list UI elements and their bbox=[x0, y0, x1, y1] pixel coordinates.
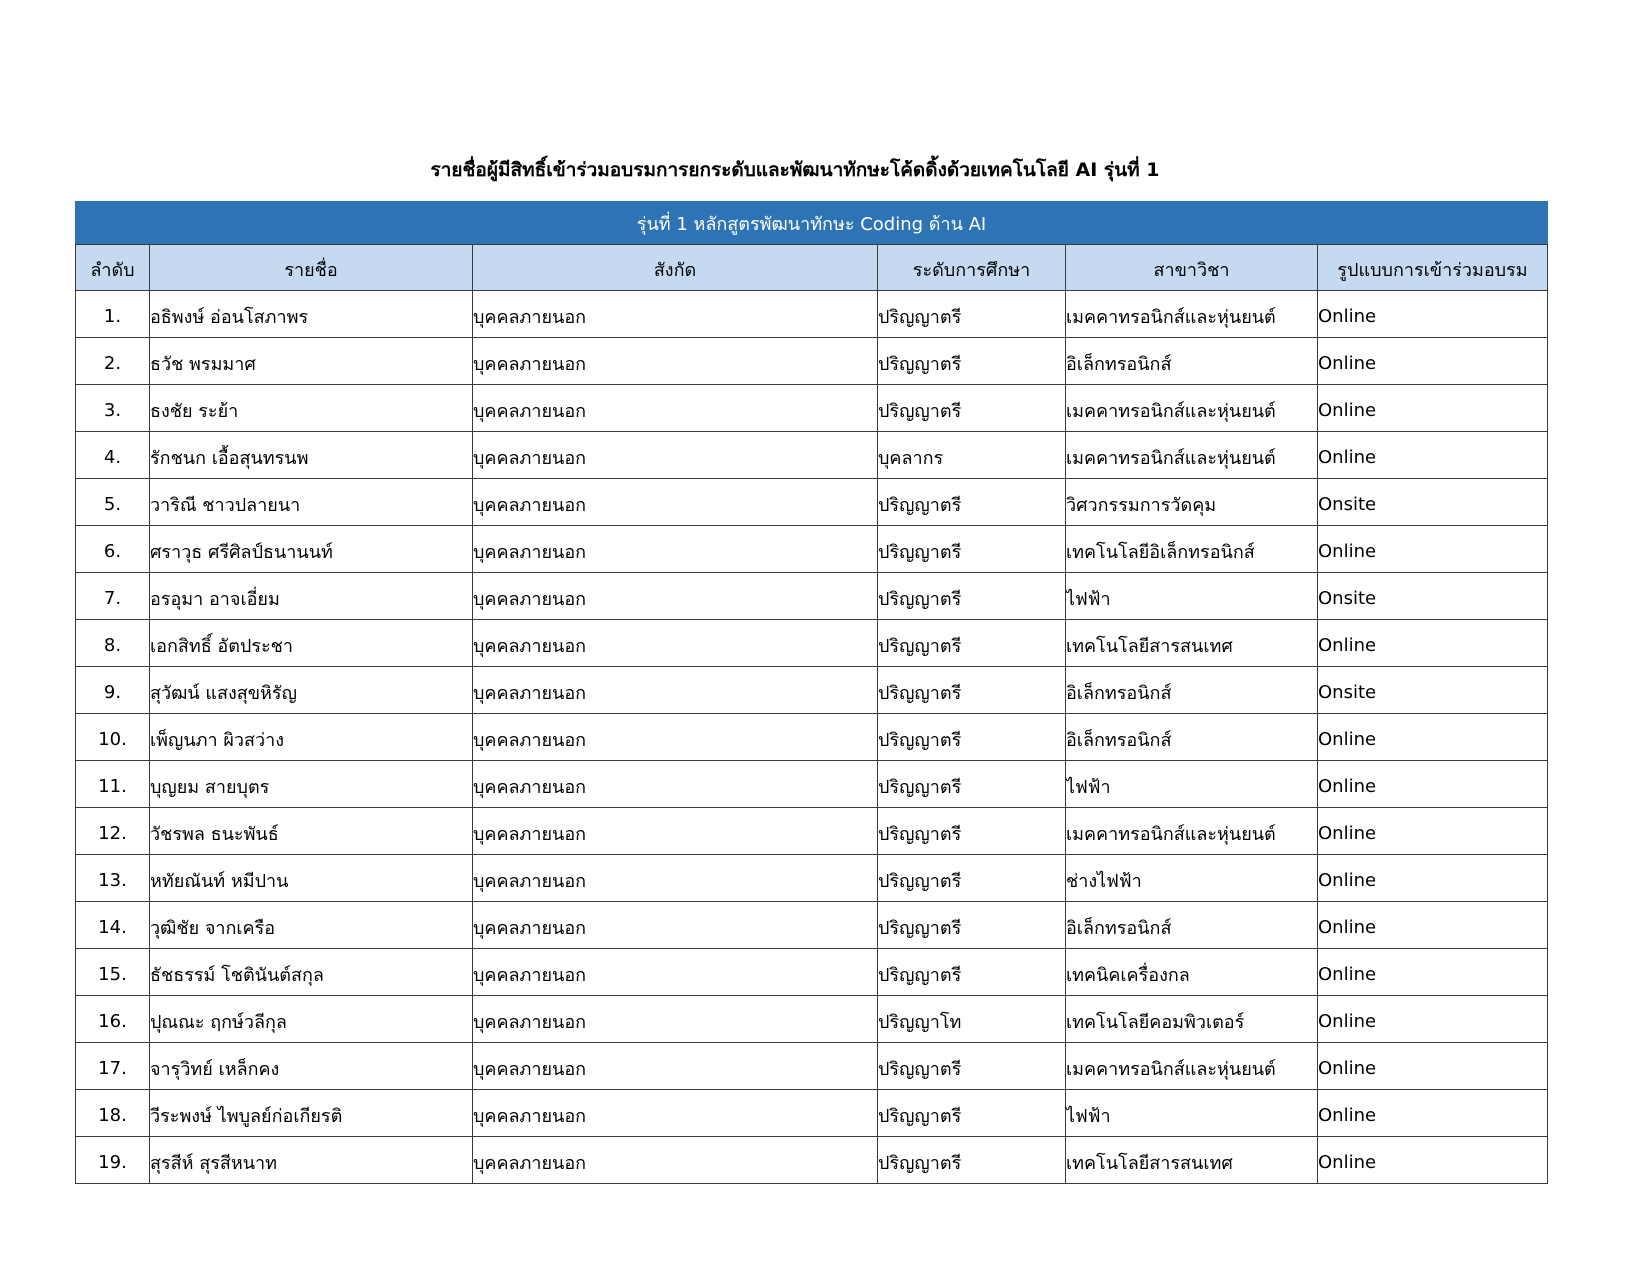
cell-mode: Online bbox=[1318, 432, 1548, 479]
table-banner-row bbox=[76, 202, 1548, 245]
cell-level: ปริญญาตรี bbox=[878, 338, 1066, 385]
cell-major: อิเล็กทรอนิกส์ bbox=[1066, 667, 1318, 714]
cell-name: วุฒิชัย จากเครือ bbox=[150, 902, 473, 949]
cell-level: ปริญญาตรี bbox=[878, 761, 1066, 808]
cell-level: ปริญญาตรี bbox=[878, 1090, 1066, 1137]
cell-affiliation: บุคคลภายนอก bbox=[473, 714, 878, 761]
cell-major: อิเล็กทรอนิกส์ bbox=[1066, 338, 1318, 385]
column-header-row bbox=[76, 245, 1548, 291]
cell-no: 3. bbox=[76, 385, 150, 432]
cell-name: ธวัช พรมมาศ bbox=[150, 338, 473, 385]
cell-level: ปริญญาตรี bbox=[878, 1137, 1066, 1184]
table-row bbox=[76, 761, 1548, 808]
cell-affiliation: บุคคลภายนอก bbox=[473, 808, 878, 855]
cell-affiliation: บุคคลภายนอก bbox=[473, 761, 878, 808]
cell-name: บุญยม สายบุตร bbox=[150, 761, 473, 808]
column-header-affiliation: สังกัด bbox=[473, 245, 878, 291]
cell-mode: Online bbox=[1318, 385, 1548, 432]
cell-mode: Online bbox=[1318, 714, 1548, 761]
cell-mode: Onsite bbox=[1318, 573, 1548, 620]
cell-major: เทคนิคเครื่องกล bbox=[1066, 949, 1318, 996]
cell-major: เมคคาทรอนิกส์และหุ่นยนต์ bbox=[1066, 1043, 1318, 1090]
table-row bbox=[76, 479, 1548, 526]
cell-level: ปริญญาตรี bbox=[878, 573, 1066, 620]
table-row bbox=[76, 949, 1548, 996]
cell-name: อรอุมา อาจเอี่ยม bbox=[150, 573, 473, 620]
cell-affiliation: บุคคลภายนอก bbox=[473, 1043, 878, 1090]
cell-affiliation: บุคคลภายนอก bbox=[473, 432, 878, 479]
cell-major: อิเล็กทรอนิกส์ bbox=[1066, 714, 1318, 761]
cell-mode: Online bbox=[1318, 949, 1548, 996]
cell-level: ปริญญาตรี bbox=[878, 714, 1066, 761]
cell-mode: Onsite bbox=[1318, 667, 1548, 714]
cell-mode: Online bbox=[1318, 338, 1548, 385]
cell-name: วีระพงษ์ ไพบูลย์ก่อเกียรติ bbox=[150, 1090, 473, 1137]
table-row bbox=[76, 1090, 1548, 1137]
cell-affiliation: บุคคลภายนอก bbox=[473, 385, 878, 432]
cell-mode: Online bbox=[1318, 1043, 1548, 1090]
cell-level: ปริญญาตรี bbox=[878, 1043, 1066, 1090]
cell-mode: Online bbox=[1318, 808, 1548, 855]
cell-name: เอกสิทธิ์ อัตประชา bbox=[150, 620, 473, 667]
column-header-no: ลำดับ bbox=[76, 245, 150, 291]
cell-level: ปริญญาตรี bbox=[878, 291, 1066, 338]
cell-affiliation: บุคคลภายนอก bbox=[473, 573, 878, 620]
cell-major: เมคคาทรอนิกส์และหุ่นยนต์ bbox=[1066, 385, 1318, 432]
table-row bbox=[76, 385, 1548, 432]
cell-level: ปริญญาตรี bbox=[878, 808, 1066, 855]
column-header-level: ระดับการศึกษา bbox=[878, 245, 1066, 291]
cell-level: ปริญญาตรี bbox=[878, 902, 1066, 949]
cell-name: ศราวุธ ศรีศิลป์ธนานนท์ bbox=[150, 526, 473, 573]
cell-mode: Online bbox=[1318, 902, 1548, 949]
cell-mode: Online bbox=[1318, 526, 1548, 573]
cell-name: ธงชัย ระย้า bbox=[150, 385, 473, 432]
cell-no: 8. bbox=[76, 620, 150, 667]
table-row bbox=[76, 1043, 1548, 1090]
table-row bbox=[76, 996, 1548, 1043]
table-row bbox=[76, 714, 1548, 761]
cell-level: บุคลากร bbox=[878, 432, 1066, 479]
table-row bbox=[76, 1137, 1548, 1184]
cell-major: เทคโนโลยีอิเล็กทรอนิกส์ bbox=[1066, 526, 1318, 573]
cell-no: 12. bbox=[76, 808, 150, 855]
cell-major: เทคโนโลยีสารสนเทศ bbox=[1066, 1137, 1318, 1184]
cell-level: ปริญญาตรี bbox=[878, 479, 1066, 526]
cell-major: วิศวกรรมการวัดคุม bbox=[1066, 479, 1318, 526]
table-banner: รุ่นที่ 1 หลักสูตรพัฒนาทักษะ Coding ด้าน AI bbox=[76, 202, 1548, 245]
cell-name: หทัยณันท์ หมีปาน bbox=[150, 855, 473, 902]
cell-name: ธัชธรรม์ โชตินันต์สกุล bbox=[150, 949, 473, 996]
participant-table bbox=[75, 201, 1548, 1184]
cell-affiliation: บุคคลภายนอก bbox=[473, 667, 878, 714]
cell-name: วาริณี ชาวปลายนา bbox=[150, 479, 473, 526]
cell-mode: Online bbox=[1318, 761, 1548, 808]
cell-no: 2. bbox=[76, 338, 150, 385]
cell-no: 6. bbox=[76, 526, 150, 573]
cell-name: สุรสีห์ สุรสีหนาท bbox=[150, 1137, 473, 1184]
cell-level: ปริญญาตรี bbox=[878, 620, 1066, 667]
cell-name: รักชนก เอื้อสุนทรนพ bbox=[150, 432, 473, 479]
cell-level: ปริญญาโท bbox=[878, 996, 1066, 1043]
cell-no: 1. bbox=[76, 291, 150, 338]
table-row bbox=[76, 808, 1548, 855]
cell-no: 13. bbox=[76, 855, 150, 902]
cell-affiliation: บุคคลภายนอก bbox=[473, 479, 878, 526]
cell-major: ไฟฟ้า bbox=[1066, 573, 1318, 620]
cell-mode: Onsite bbox=[1318, 479, 1548, 526]
cell-major: เทคโนโลยีคอมพิวเตอร์ bbox=[1066, 996, 1318, 1043]
cell-no: 16. bbox=[76, 996, 150, 1043]
table-body bbox=[76, 291, 1548, 1184]
cell-level: ปริญญาตรี bbox=[878, 385, 1066, 432]
cell-no: 9. bbox=[76, 667, 150, 714]
table-row bbox=[76, 338, 1548, 385]
cell-no: 4. bbox=[76, 432, 150, 479]
cell-affiliation: บุคคลภายนอก bbox=[473, 620, 878, 667]
cell-major: เทคโนโลยีสารสนเทศ bbox=[1066, 620, 1318, 667]
cell-name: วัชรพล ธนะพันธ์ bbox=[150, 808, 473, 855]
cell-mode: Online bbox=[1318, 620, 1548, 667]
cell-no: 17. bbox=[76, 1043, 150, 1090]
cell-mode: Online bbox=[1318, 1137, 1548, 1184]
cell-name: ปุณณะ ฤกษ์วลีกุล bbox=[150, 996, 473, 1043]
cell-mode: Online bbox=[1318, 1090, 1548, 1137]
cell-mode: Online bbox=[1318, 291, 1548, 338]
cell-name: อธิพงษ์ อ่อนโสภาพร bbox=[150, 291, 473, 338]
cell-level: ปริญญาตรี bbox=[878, 855, 1066, 902]
cell-no: 19. bbox=[76, 1137, 150, 1184]
table-row bbox=[76, 432, 1548, 479]
table-row bbox=[76, 526, 1548, 573]
cell-affiliation: บุคคลภายนอก bbox=[473, 338, 878, 385]
cell-major: เมคคาทรอนิกส์และหุ่นยนต์ bbox=[1066, 432, 1318, 479]
cell-no: 10. bbox=[76, 714, 150, 761]
table-row bbox=[76, 667, 1548, 714]
cell-no: 7. bbox=[76, 573, 150, 620]
cell-mode: Online bbox=[1318, 996, 1548, 1043]
cell-level: ปริญญาตรี bbox=[878, 949, 1066, 996]
cell-affiliation: บุคคลภายนอก bbox=[473, 526, 878, 573]
cell-name: สุวัฒน์ แสงสุขหิรัญ bbox=[150, 667, 473, 714]
table-row bbox=[76, 620, 1548, 667]
table-row bbox=[76, 291, 1548, 338]
cell-name: จารุวิทย์ เหล็กคง bbox=[150, 1043, 473, 1090]
column-header-mode: รูปแบบการเข้าร่วมอบรม bbox=[1318, 245, 1548, 291]
cell-no: 5. bbox=[76, 479, 150, 526]
cell-affiliation: บุคคลภายนอก bbox=[473, 1137, 878, 1184]
cell-major: อิเล็กทรอนิกส์ bbox=[1066, 902, 1318, 949]
cell-major: เมคคาทรอนิกส์และหุ่นยนต์ bbox=[1066, 291, 1318, 338]
table-row bbox=[76, 573, 1548, 620]
cell-affiliation: บุคคลภายนอก bbox=[473, 949, 878, 996]
cell-major: เมคคาทรอนิกส์และหุ่นยนต์ bbox=[1066, 808, 1318, 855]
cell-mode: Online bbox=[1318, 855, 1548, 902]
cell-name: เพ็ญนภา ผิวสว่าง bbox=[150, 714, 473, 761]
column-header-major: สาขาวิชา bbox=[1066, 245, 1318, 291]
document-title: รายชื่อผู้มีสิทธิ์เข้าร่วมอบรมการยกระดับและพัฒนาทักษะโค้ดดิ้งด้วยเทคโนโลยี AI รุ่นที่ 1 bbox=[430, 159, 1160, 181]
cell-affiliation: บุคคลภายนอก bbox=[473, 996, 878, 1043]
cell-affiliation: บุคคลภายนอก bbox=[473, 1090, 878, 1137]
cell-affiliation: บุคคลภายนอก bbox=[473, 291, 878, 338]
cell-affiliation: บุคคลภายนอก bbox=[473, 855, 878, 902]
cell-no: 15. bbox=[76, 949, 150, 996]
cell-major: ไฟฟ้า bbox=[1066, 1090, 1318, 1137]
cell-affiliation: บุคคลภายนอก bbox=[473, 902, 878, 949]
cell-level: ปริญญาตรี bbox=[878, 667, 1066, 714]
cell-no: 14. bbox=[76, 902, 150, 949]
cell-no: 11. bbox=[76, 761, 150, 808]
cell-no: 18. bbox=[76, 1090, 150, 1137]
cell-level: ปริญญาตรี bbox=[878, 526, 1066, 573]
column-header-name: รายชื่อ bbox=[150, 245, 473, 291]
cell-major: ไฟฟ้า bbox=[1066, 761, 1318, 808]
table-row bbox=[76, 902, 1548, 949]
table-row bbox=[76, 855, 1548, 902]
cell-major: ช่างไฟฟ้า bbox=[1066, 855, 1318, 902]
